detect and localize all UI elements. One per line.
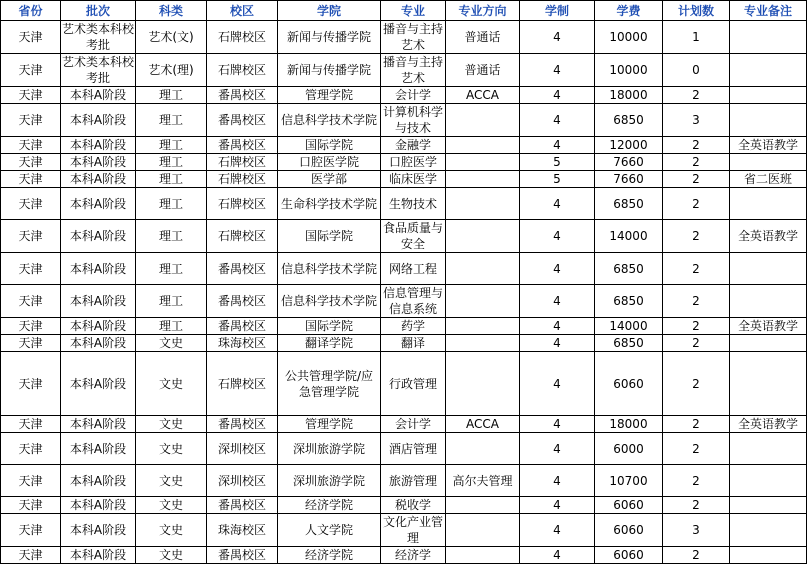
cell-direction: 普通话 bbox=[446, 21, 520, 54]
cell-category: 理工 bbox=[136, 87, 207, 104]
cell-college: 生命科学技术学院 bbox=[278, 188, 381, 220]
table-row bbox=[1, 285, 807, 318]
cell-college: 深圳旅游学院 bbox=[278, 465, 381, 497]
cell-quota: 2 bbox=[663, 137, 730, 154]
cell-remarks bbox=[730, 465, 807, 497]
cell-duration: 4 bbox=[520, 104, 595, 137]
cell-major: 旅游管理 bbox=[381, 465, 446, 497]
cell-college: 信息科学技术学院 bbox=[278, 104, 381, 137]
cell-college: 公共管理学院/应急管理学院 bbox=[278, 352, 381, 416]
cell-quota: 2 bbox=[663, 87, 730, 104]
cell-direction bbox=[446, 433, 520, 465]
cell-remarks: 省二医班 bbox=[730, 171, 807, 188]
cell-category: 理工 bbox=[136, 154, 207, 171]
table-row bbox=[1, 547, 807, 564]
cell-direction bbox=[446, 171, 520, 188]
cell-direction: 普通话 bbox=[446, 54, 520, 87]
cell-direction bbox=[446, 497, 520, 514]
cell-campus: 石牌校区 bbox=[207, 352, 278, 416]
table-row bbox=[1, 171, 807, 188]
cell-batch: 本科A阶段 bbox=[61, 285, 136, 318]
cell-duration: 4 bbox=[520, 285, 595, 318]
cell-category: 文史 bbox=[136, 352, 207, 416]
cell-remarks bbox=[730, 547, 807, 564]
cell-college: 新闻与传播学院 bbox=[278, 21, 381, 54]
cell-duration: 4 bbox=[520, 465, 595, 497]
cell-tuition: 6850 bbox=[595, 253, 663, 285]
cell-province: 天津 bbox=[1, 171, 61, 188]
cell-batch: 本科A阶段 bbox=[61, 514, 136, 547]
cell-batch: 本科A阶段 bbox=[61, 352, 136, 416]
table-row bbox=[1, 465, 807, 497]
cell-category: 理工 bbox=[136, 220, 207, 253]
cell-category: 文史 bbox=[136, 497, 207, 514]
cell-quota: 2 bbox=[663, 335, 730, 352]
cell-batch: 本科A阶段 bbox=[61, 154, 136, 171]
cell-duration: 4 bbox=[520, 137, 595, 154]
cell-direction bbox=[446, 352, 520, 416]
cell-direction bbox=[446, 514, 520, 547]
cell-category: 理工 bbox=[136, 188, 207, 220]
col-header-batch: 批次 bbox=[61, 1, 136, 21]
cell-major: 酒店管理 bbox=[381, 433, 446, 465]
cell-major: 会计学 bbox=[381, 87, 446, 104]
cell-tuition: 6060 bbox=[595, 352, 663, 416]
cell-campus: 珠海校区 bbox=[207, 514, 278, 547]
cell-category: 艺术(理) bbox=[136, 54, 207, 87]
cell-college: 深圳旅游学院 bbox=[278, 433, 381, 465]
col-header-quota: 计划数 bbox=[663, 1, 730, 21]
cell-remarks bbox=[730, 188, 807, 220]
cell-duration: 4 bbox=[520, 497, 595, 514]
cell-major: 文化产业管理 bbox=[381, 514, 446, 547]
cell-college: 翻译学院 bbox=[278, 335, 381, 352]
cell-tuition: 6060 bbox=[595, 514, 663, 547]
cell-province: 天津 bbox=[1, 220, 61, 253]
cell-remarks bbox=[730, 285, 807, 318]
cell-province: 天津 bbox=[1, 87, 61, 104]
cell-category: 文史 bbox=[136, 465, 207, 497]
cell-province: 天津 bbox=[1, 465, 61, 497]
cell-major: 行政管理 bbox=[381, 352, 446, 416]
cell-remarks bbox=[730, 335, 807, 352]
cell-province: 天津 bbox=[1, 416, 61, 433]
cell-tuition: 6060 bbox=[595, 497, 663, 514]
cell-quota: 3 bbox=[663, 104, 730, 137]
cell-duration: 4 bbox=[520, 21, 595, 54]
cell-quota: 1 bbox=[663, 21, 730, 54]
col-header-direction: 专业方向 bbox=[446, 1, 520, 21]
cell-remarks: 全英语教学 bbox=[730, 137, 807, 154]
cell-college: 国际学院 bbox=[278, 318, 381, 335]
cell-direction bbox=[446, 188, 520, 220]
cell-major: 网络工程 bbox=[381, 253, 446, 285]
cell-province: 天津 bbox=[1, 253, 61, 285]
cell-major: 翻译 bbox=[381, 335, 446, 352]
cell-tuition: 7660 bbox=[595, 171, 663, 188]
cell-remarks bbox=[730, 54, 807, 87]
cell-province: 天津 bbox=[1, 21, 61, 54]
cell-duration: 4 bbox=[520, 220, 595, 253]
cell-campus: 石牌校区 bbox=[207, 21, 278, 54]
cell-duration: 4 bbox=[520, 318, 595, 335]
cell-province: 天津 bbox=[1, 497, 61, 514]
cell-major: 经济学 bbox=[381, 547, 446, 564]
cell-tuition: 6850 bbox=[595, 104, 663, 137]
cell-province: 天津 bbox=[1, 137, 61, 154]
cell-direction: ACCA bbox=[446, 416, 520, 433]
cell-remarks: 全英语教学 bbox=[730, 318, 807, 335]
cell-quota: 2 bbox=[663, 497, 730, 514]
cell-quota: 2 bbox=[663, 171, 730, 188]
cell-province: 天津 bbox=[1, 335, 61, 352]
cell-remarks bbox=[730, 253, 807, 285]
cell-province: 天津 bbox=[1, 547, 61, 564]
cell-tuition: 6850 bbox=[595, 188, 663, 220]
cell-duration: 4 bbox=[520, 54, 595, 87]
cell-duration: 4 bbox=[520, 433, 595, 465]
cell-quota: 0 bbox=[663, 54, 730, 87]
cell-duration: 4 bbox=[520, 87, 595, 104]
cell-tuition: 14000 bbox=[595, 220, 663, 253]
cell-batch: 本科A阶段 bbox=[61, 104, 136, 137]
cell-major: 计算机科学与技术 bbox=[381, 104, 446, 137]
cell-campus: 石牌校区 bbox=[207, 220, 278, 253]
cell-direction bbox=[446, 104, 520, 137]
cell-major: 播音与主持艺术 bbox=[381, 21, 446, 54]
col-header-college: 学院 bbox=[278, 1, 381, 21]
cell-category: 理工 bbox=[136, 171, 207, 188]
cell-duration: 5 bbox=[520, 154, 595, 171]
cell-duration: 5 bbox=[520, 171, 595, 188]
cell-college: 医学部 bbox=[278, 171, 381, 188]
cell-major: 临床医学 bbox=[381, 171, 446, 188]
cell-major: 税收学 bbox=[381, 497, 446, 514]
cell-category: 理工 bbox=[136, 137, 207, 154]
cell-remarks bbox=[730, 21, 807, 54]
cell-campus: 番禺校区 bbox=[207, 497, 278, 514]
cell-campus: 石牌校区 bbox=[207, 154, 278, 171]
cell-batch: 艺术类本科校考批 bbox=[62, 22, 135, 52]
cell-campus: 番禺校区 bbox=[207, 547, 278, 564]
cell-campus: 番禺校区 bbox=[207, 285, 278, 318]
table-row bbox=[1, 352, 807, 416]
cell-major: 药学 bbox=[381, 318, 446, 335]
table-row bbox=[1, 137, 807, 154]
cell-duration: 4 bbox=[520, 335, 595, 352]
cell-remarks bbox=[730, 497, 807, 514]
cell-province: 天津 bbox=[1, 104, 61, 137]
cell-category: 文史 bbox=[136, 547, 207, 564]
table-row bbox=[1, 188, 807, 220]
table-body bbox=[1, 21, 807, 564]
cell-tuition: 10700 bbox=[595, 465, 663, 497]
cell-batch: 本科A阶段 bbox=[61, 465, 136, 497]
cell-college: 管理学院 bbox=[278, 416, 381, 433]
cell-campus: 珠海校区 bbox=[207, 335, 278, 352]
cell-college: 国际学院 bbox=[278, 220, 381, 253]
cell-duration: 4 bbox=[520, 253, 595, 285]
cell-campus: 石牌校区 bbox=[207, 188, 278, 220]
cell-tuition: 6850 bbox=[595, 285, 663, 318]
cell-direction bbox=[446, 318, 520, 335]
cell-province: 天津 bbox=[1, 318, 61, 335]
cell-tuition: 18000 bbox=[595, 87, 663, 104]
cell-quota: 2 bbox=[663, 253, 730, 285]
cell-category: 文史 bbox=[136, 514, 207, 547]
cell-major: 生物技术 bbox=[381, 188, 446, 220]
cell-quota: 2 bbox=[663, 318, 730, 335]
cell-category: 文史 bbox=[136, 335, 207, 352]
cell-major: 信息管理与信息系统 bbox=[381, 285, 446, 318]
cell-province: 天津 bbox=[1, 352, 61, 416]
cell-quota: 2 bbox=[663, 352, 730, 416]
table-row bbox=[1, 87, 807, 104]
cell-college: 信息科学技术学院 bbox=[278, 253, 381, 285]
cell-quota: 2 bbox=[663, 547, 730, 564]
cell-campus: 深圳校区 bbox=[207, 465, 278, 497]
cell-quota: 2 bbox=[663, 154, 730, 171]
cell-batch: 本科A阶段 bbox=[61, 335, 136, 352]
cell-campus: 番禺校区 bbox=[207, 137, 278, 154]
col-header-duration: 学制 bbox=[520, 1, 595, 21]
table-row bbox=[1, 433, 807, 465]
cell-direction bbox=[446, 547, 520, 564]
cell-direction: ACCA bbox=[446, 87, 520, 104]
cell-batch: 本科A阶段 bbox=[61, 253, 136, 285]
col-header-province: 省份 bbox=[1, 1, 61, 21]
cell-direction: 高尔夫管理 bbox=[446, 465, 520, 497]
cell-campus: 石牌校区 bbox=[207, 171, 278, 188]
cell-quota: 3 bbox=[663, 514, 730, 547]
col-header-tuition: 学费 bbox=[595, 1, 663, 21]
cell-category: 艺术(文) bbox=[136, 21, 207, 54]
cell-campus: 番禺校区 bbox=[207, 253, 278, 285]
cell-batch: 本科A阶段 bbox=[61, 433, 136, 465]
cell-remarks bbox=[730, 87, 807, 104]
cell-tuition: 10000 bbox=[595, 21, 663, 54]
cell-batch: 本科A阶段 bbox=[61, 547, 136, 564]
cell-college: 人文学院 bbox=[278, 514, 381, 547]
cell-remarks bbox=[730, 104, 807, 137]
cell-campus: 番禺校区 bbox=[207, 87, 278, 104]
cell-duration: 4 bbox=[520, 416, 595, 433]
cell-province: 天津 bbox=[1, 285, 61, 318]
table-row bbox=[1, 497, 807, 514]
cell-category: 理工 bbox=[136, 104, 207, 137]
cell-tuition: 18000 bbox=[595, 416, 663, 433]
table-row bbox=[1, 220, 807, 253]
cell-remarks bbox=[730, 433, 807, 465]
cell-batch: 本科A阶段 bbox=[61, 188, 136, 220]
cell-batch: 本科A阶段 bbox=[61, 318, 136, 335]
cell-batch: 本科A阶段 bbox=[61, 87, 136, 104]
cell-direction bbox=[446, 220, 520, 253]
cell-major: 会计学 bbox=[381, 416, 446, 433]
cell-category: 理工 bbox=[136, 285, 207, 318]
cell-batch: 本科A阶段 bbox=[61, 497, 136, 514]
cell-quota: 2 bbox=[663, 433, 730, 465]
cell-campus: 番禺校区 bbox=[207, 318, 278, 335]
cell-duration: 4 bbox=[520, 188, 595, 220]
cell-major: 播音与主持艺术 bbox=[381, 54, 446, 87]
table-row bbox=[1, 21, 807, 54]
cell-campus: 石牌校区 bbox=[207, 54, 278, 87]
cell-major: 金融学 bbox=[381, 137, 446, 154]
cell-direction bbox=[446, 253, 520, 285]
cell-college: 管理学院 bbox=[278, 87, 381, 104]
cell-tuition: 12000 bbox=[595, 137, 663, 154]
cell-campus: 番禺校区 bbox=[207, 416, 278, 433]
cell-province: 天津 bbox=[1, 188, 61, 220]
cell-tuition: 6060 bbox=[595, 547, 663, 564]
cell-batch: 本科A阶段 bbox=[61, 137, 136, 154]
cell-duration: 4 bbox=[520, 547, 595, 564]
cell-major: 口腔医学 bbox=[381, 154, 446, 171]
cell-quota: 2 bbox=[663, 188, 730, 220]
cell-tuition: 7660 bbox=[595, 154, 663, 171]
cell-college: 信息科学技术学院 bbox=[278, 285, 381, 318]
col-header-campus: 校区 bbox=[207, 1, 278, 21]
cell-category: 文史 bbox=[136, 416, 207, 433]
cell-direction bbox=[446, 335, 520, 352]
table-row bbox=[1, 154, 807, 171]
cell-major: 食品质量与安全 bbox=[381, 220, 446, 253]
cell-category: 文史 bbox=[136, 433, 207, 465]
cell-batch: 本科A阶段 bbox=[61, 171, 136, 188]
cell-quota: 2 bbox=[663, 285, 730, 318]
cell-remarks: 全英语教学 bbox=[730, 416, 807, 433]
cell-batch: 本科A阶段 bbox=[61, 220, 136, 253]
cell-category: 理工 bbox=[136, 253, 207, 285]
cell-duration: 4 bbox=[520, 352, 595, 416]
table-row bbox=[1, 318, 807, 335]
cell-tuition: 6850 bbox=[595, 335, 663, 352]
cell-remarks bbox=[730, 154, 807, 171]
cell-campus: 番禺校区 bbox=[207, 104, 278, 137]
cell-category: 理工 bbox=[136, 318, 207, 335]
cell-college: 经济学院 bbox=[278, 497, 381, 514]
cell-college: 经济学院 bbox=[278, 547, 381, 564]
cell-direction bbox=[446, 285, 520, 318]
cell-college: 口腔医学院 bbox=[278, 154, 381, 171]
cell-province: 天津 bbox=[1, 154, 61, 171]
cell-remarks bbox=[730, 514, 807, 547]
cell-batch: 本科A阶段 bbox=[61, 416, 136, 433]
cell-province: 天津 bbox=[1, 433, 61, 465]
cell-quota: 2 bbox=[663, 416, 730, 433]
cell-remarks bbox=[730, 352, 807, 416]
cell-duration: 4 bbox=[520, 514, 595, 547]
cell-quota: 2 bbox=[663, 220, 730, 253]
cell-direction bbox=[446, 154, 520, 171]
header-row bbox=[1, 1, 807, 21]
col-header-major: 专业 bbox=[381, 1, 446, 21]
table-row bbox=[1, 335, 807, 352]
cell-province: 天津 bbox=[1, 514, 61, 547]
cell-province: 天津 bbox=[1, 54, 61, 87]
table-row bbox=[1, 514, 807, 547]
table-row bbox=[1, 416, 807, 433]
cell-direction bbox=[446, 137, 520, 154]
cell-college: 新闻与传播学院 bbox=[278, 54, 381, 87]
cell-quota: 2 bbox=[663, 465, 730, 497]
cell-college: 国际学院 bbox=[278, 137, 381, 154]
cell-tuition: 6000 bbox=[595, 433, 663, 465]
table-row bbox=[1, 253, 807, 285]
cell-batch: 艺术类本科校考批 bbox=[62, 55, 135, 85]
cell-campus: 深圳校区 bbox=[207, 433, 278, 465]
col-header-remarks: 专业备注 bbox=[730, 1, 807, 21]
cell-remarks: 全英语教学 bbox=[730, 220, 807, 253]
table-row bbox=[1, 54, 807, 87]
cell-tuition: 14000 bbox=[595, 318, 663, 335]
cell-tuition: 10000 bbox=[595, 54, 663, 87]
col-header-category: 科类 bbox=[136, 1, 207, 21]
table-row bbox=[1, 104, 807, 137]
